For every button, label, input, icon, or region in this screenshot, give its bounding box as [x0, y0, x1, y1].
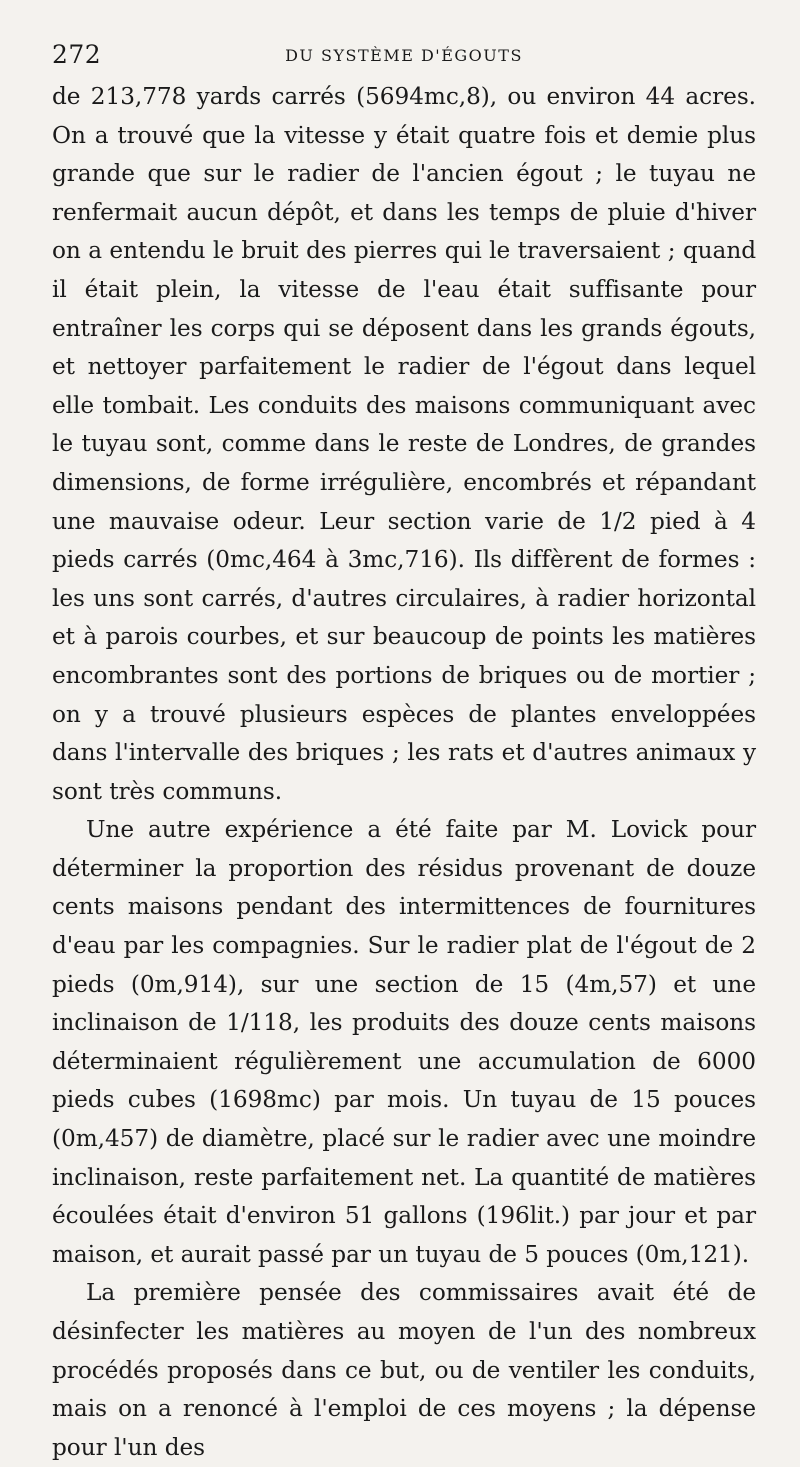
- running-head: DU SYSTÈME D'ÉGOUTS: [285, 46, 523, 65]
- page-header: [52, 38, 756, 72]
- paragraph: Une autre expérience a été faite par M. Lovick pour déterminer la proportion des résidus provenant de douze cents maisons pendant des intermittences de fournitures d'eau par les compagnies. Sur le radier plat de l'égout de 2 pieds (0m,914), sur une section de 15 (4m,57) et une inclinaison de 1/118, les produits des douze cents maisons déterminaient régulièrement une accumulation de 6000 pieds cubes (1698mc) par mois. Un tuyau de 15 pouces (0m,457) de diamètre, placé sur le radier avec une moindre inclinaison, reste parfaitement net. La quantité de matières écoulées était d'environ 51 gallons (196lit.) par jour et par maison, et aurait passé par un tuyau de 5 pouces (0m,121).: [52, 816, 756, 1268]
- body-text: [52, 78, 756, 1467]
- paragraph: La première pensée des commissaires avait été de désinfecter les matières au moyen de l'un des nombreux procédés proposés dans ce but, ou de ventiler les conduits, mais on a renoncé à l'emploi de ces moyens ; la dépense pour l'un des: [52, 1279, 756, 1461]
- page-number: 272: [52, 40, 102, 69]
- paragraph: de 213,778 yards carrés (5694mc,8), ou environ 44 acres. On a trouvé que la vitesse y était quatre fois et demie plus grande que sur le radier de l'ancien égout ; le tuyau ne renfermait aucun dépôt, et dans les temps de pluie d'hiver on a entendu le bruit des pierres qui le traversaient ; quand il était plein, la vitesse de l'eau était suffisante pour entraîner les corps qui se déposent dans les grands égouts, et nettoyer parfaitement le radier de l'égout dans lequel elle tombait. Les conduits des maisons communiquant avec le tuyau sont, comme dans le reste de Londres, de grandes dimensions, de forme irrégulière, encombrés et répandant une mauvaise odeur. Leur section varie de 1/2 pied à 4 pieds carrés (0mc,464 à 3mc,716). Ils diffèrent de formes : les uns sont carrés, d'autres circulaires, à radier horizontal et à parois courbes, et sur beaucoup de points les matières encombrantes sont des portions de briques ou de mortier ; on y a trouvé plusieurs espèces de plantes enveloppées dans l'intervalle des briques ; les rats et d'autres animaux y sont très communs.: [52, 83, 756, 805]
